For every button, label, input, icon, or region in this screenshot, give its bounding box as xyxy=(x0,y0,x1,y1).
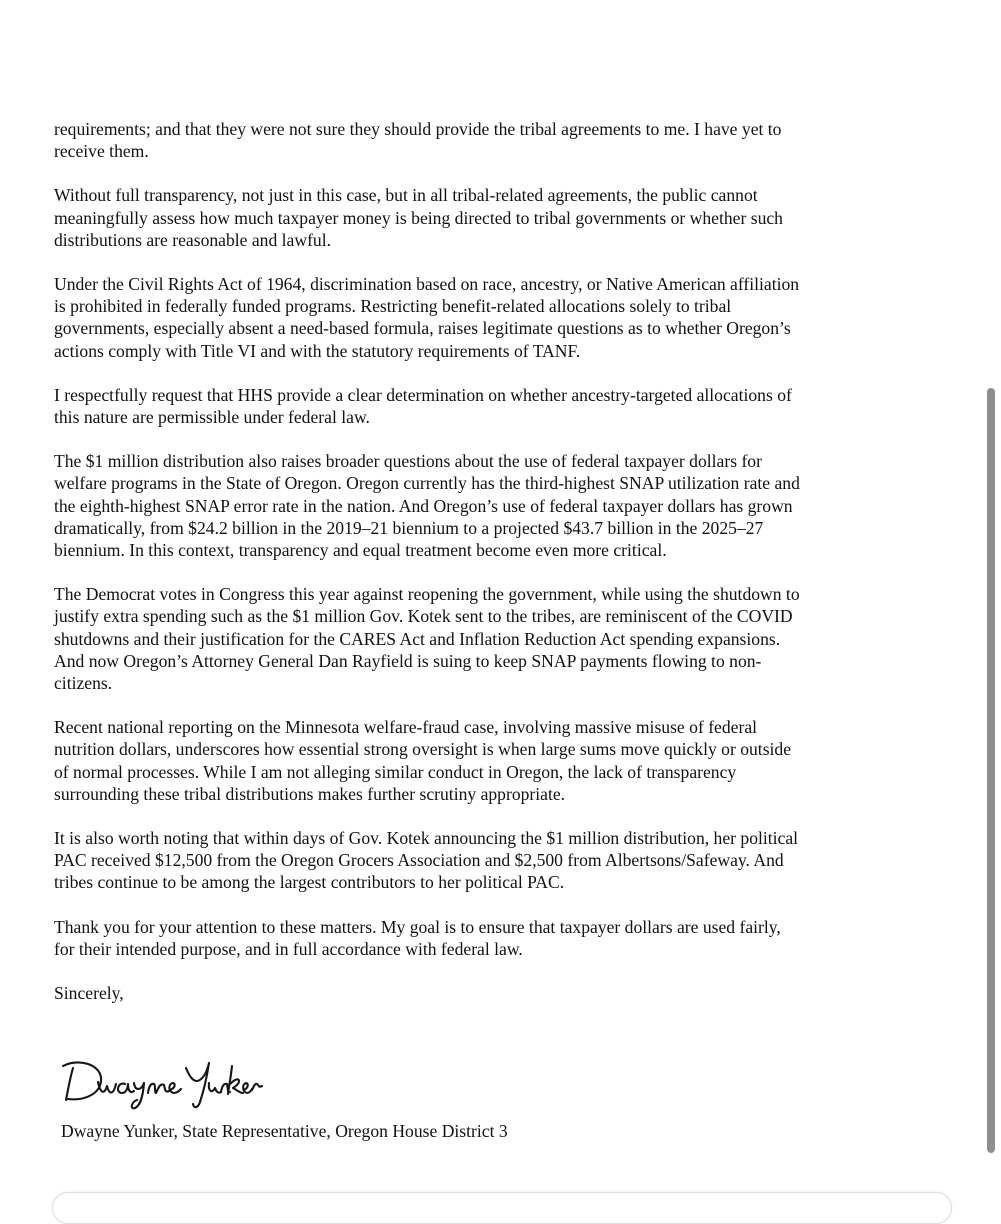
paragraph-line: for their intended purpose, and in full accordance with federal law. xyxy=(54,938,523,959)
letter-paragraph xyxy=(54,827,934,894)
letter-paragraph xyxy=(54,384,934,428)
letter-body xyxy=(54,118,934,1004)
paragraph-line: Recent national reporting on the Minnesota welfare-fraud case, involving massive misuse of federal xyxy=(54,717,758,738)
letter-paragraph xyxy=(54,916,934,960)
paragraph-line: Without full transparency, not just in this case, but in all tribal-related agreements, the public cannot xyxy=(54,185,758,206)
letter-paragraphs xyxy=(54,118,934,960)
letter-paragraph xyxy=(54,450,934,561)
paragraph-line: this nature are permissible under federal law. xyxy=(54,407,370,428)
paragraph-line: governments, especially absent a need-based formula, raises legitimate questions as to whether Oregon’s xyxy=(54,318,791,339)
paragraph-line: meaningfully assess how much taxpayer money is being directed to tribal governments or whether such xyxy=(54,207,783,228)
paragraph-line: nutrition dollars, underscores how essential strong oversight is when large sums move quickly or outside xyxy=(54,739,792,760)
letter-closing: Sincerely, xyxy=(54,983,124,1004)
paragraph-line: The $1 million distribution also raises broader questions about the use of federal taxpayer dollars for xyxy=(54,451,762,472)
scrollbar-thumb[interactable] xyxy=(987,388,995,1153)
paragraph-line: justify extra spending such as the $1 million Gov. Kotek sent to the tribes, are reminiscent of the COVID xyxy=(54,606,793,627)
signature-caption: Dwayne Yunker, State Representative, Oregon House District 3 xyxy=(61,1121,508,1141)
handwritten-signature xyxy=(58,1050,268,1112)
letter-paragraph xyxy=(54,118,934,162)
paragraph-line: biennium. In this context, transparency and equal treatment become even more critical. xyxy=(54,540,667,561)
paragraph-line: citizens. xyxy=(54,673,113,694)
paragraph-line: Thank you for your attention to these matters. My goal is to ensure that taxpayer dollars are used fairly, xyxy=(54,916,781,937)
paragraph-line: surrounding these tribal distributions makes further scrutiny appropriate. xyxy=(54,783,566,804)
paragraph-line: is prohibited in federally funded programs. Restricting benefit-related allocations solely to tribal xyxy=(54,296,732,317)
paragraph-line: distributions are reasonable and lawful. xyxy=(54,229,332,250)
paragraph-line: tribes continue to be among the largest contributors to her political PAC. xyxy=(54,872,565,893)
letter-paragraph xyxy=(54,583,934,694)
bottom-input-panel[interactable] xyxy=(52,1192,952,1224)
paragraph-line: PAC received $12,500 from the Oregon Grocers Association and $2,500 from Albertsons/Safeway. And xyxy=(54,850,784,871)
paragraph-line: of normal processes. While I am not alleging similar conduct in Oregon, the lack of transparency xyxy=(54,761,737,782)
paragraph-line: receive them. xyxy=(54,141,149,162)
paragraph-line: The Democrat votes in Congress this year against reopening the government, while using the shutdown to xyxy=(54,584,800,605)
paragraph-line: It is also worth noting that within days of Gov. Kotek announcing the $1 million distribution, her political xyxy=(54,828,799,849)
paragraph-line: dramatically, from $24.2 billion in the 2019–21 biennium to a projected $43.7 billion in the 2025–27 xyxy=(54,517,764,538)
paragraph-line: actions comply with Title VI and with the statutory requirements of TANF. xyxy=(54,340,581,361)
paragraph-line: Under the Civil Rights Act of 1964, discrimination based on race, ancestry, or Native American affiliation xyxy=(54,274,800,295)
letter-paragraph xyxy=(54,273,934,362)
paragraph-line: shutdowns and their justification for the CARES Act and Inflation Reduction Act spending expansions. xyxy=(54,628,781,649)
paragraph-line: I respectfully request that HHS provide a clear determination on whether ancestry-targeted allocations of xyxy=(54,384,792,405)
letter-paragraph xyxy=(54,716,934,805)
paragraph-line: requirements; and that they were not sure they should provide the tribal agreements to me. I have yet to xyxy=(54,119,782,139)
paragraph-line: welfare programs in the State of Oregon. Oregon currently has the third-highest SNAP utilization rate and xyxy=(54,473,800,494)
letter-paragraph xyxy=(54,184,934,251)
paragraph-line: And now Oregon’s Attorney General Dan Rayfield is suing to keep SNAP payments flowing to non- xyxy=(54,650,762,671)
paragraph-line: the eighth-highest SNAP error rate in the nation. And Oregon’s use of federal taxpayer dollars has grown xyxy=(54,495,793,516)
